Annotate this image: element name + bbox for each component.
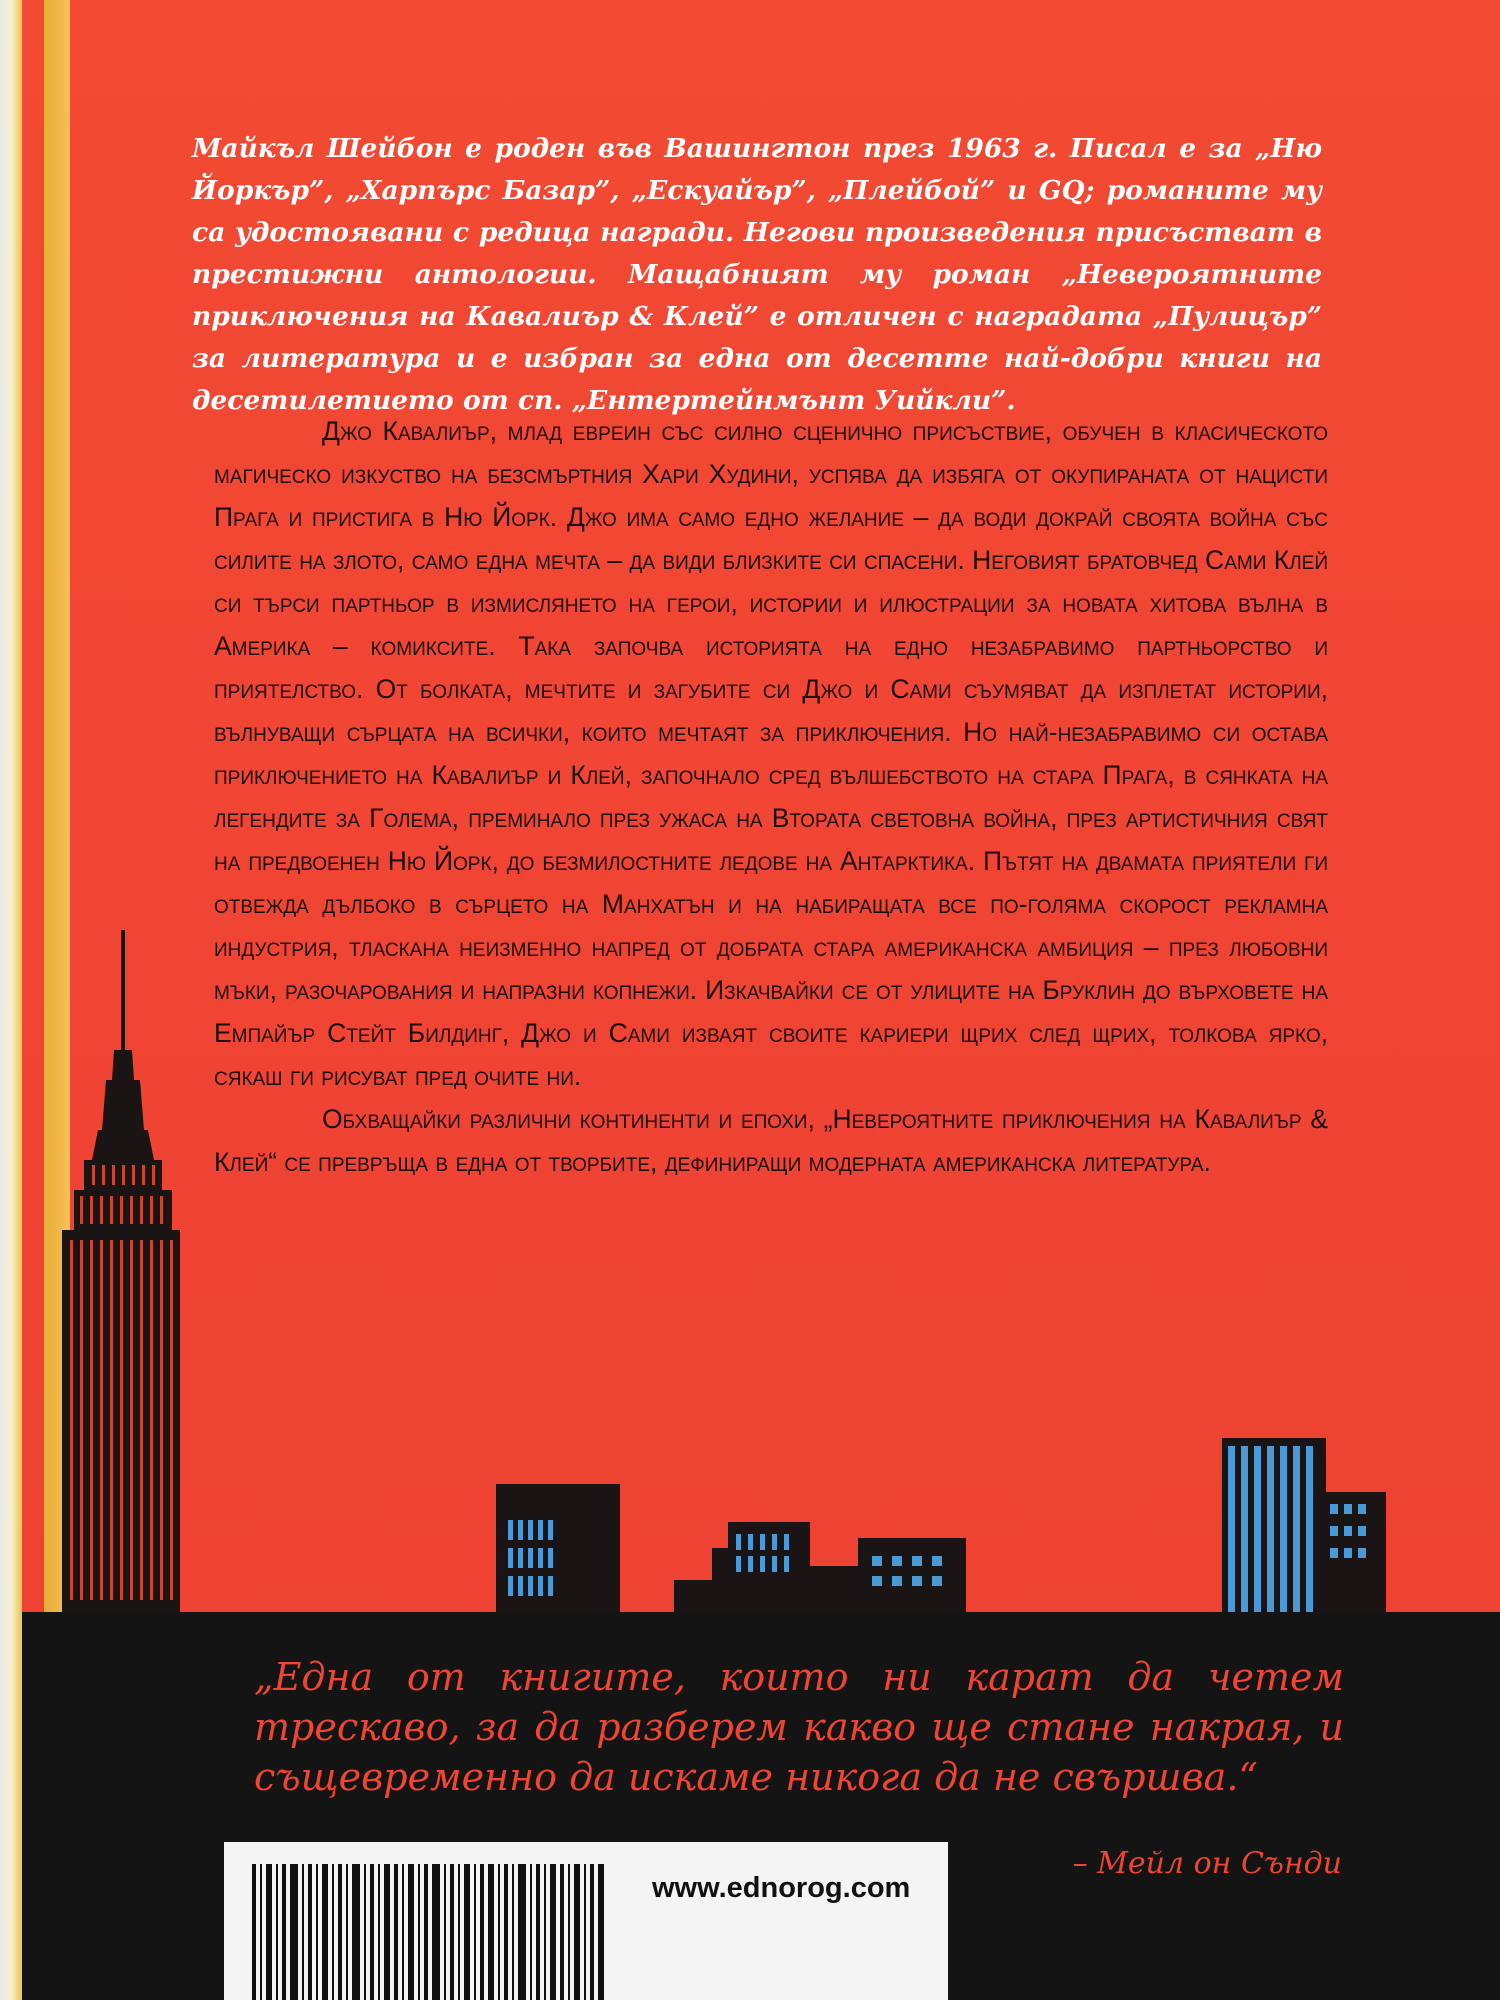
quote-source: – Мейл он Сънди <box>1072 1846 1342 1881</box>
review-quote: „Една от книгите, които ни карат да четем трескаво, за да разберем какво ще стане накрая, и същевременно да искаме никога да не свършва.“ <box>254 1655 1344 1799</box>
synopsis-paragraph-1: Джо Кавалиър, млад евреин със силно сценично присъствие, обучен в класическото магическо изкуство на безсмъртния Хари Худини, успява да избяга от окупираната от нацисти Прага и пристига в Ню Йорк. Джо има само едно желание – да води докрай своята война със силите на злото, само една мечта – да види близките си спасени. Неговият братовчед Сами Клей си търси партньор в измислянето на герои, истории и илюстрации за новата хитова вълна в Америка – комиксите. Така започва историята на едно незабравимо партньорство и приятелство. От болката, мечтите и загубите си Джо и Сами съумяват да изплетат истории, вълнуващи сърцата на всички, които мечтаят за приключения. Но най-незабравимо си остава приключението на Кавалиър и Клей, започнало сред вълшебството на стара Прага, в сянката на легендите за Голема, преминало през ужаса на Втората световна война, през артистичния свят на предвоенен Ню Йорк, до безмилостните ледове на Антарктика. Пътят на двамата приятели ги отвежда дълбоко в сърцето на Манхатън и на набиращата все по-голяма скорост рекламна индустрия, тласкана неизменно напред от добрата стара американска амбиция – през любовни мъки, разочарования и напразни копнежи. Изкачвайки се от улиците на Бруклин до върховете на Емпайър Стейт Билдинг, Джо и Сами изваят своите кариери щрих след щрих, толкова ярко, сякаш ги рисуват пред очите ни. <box>214 416 1328 1091</box>
barcode-panel <box>224 1842 948 2000</box>
back-cover <box>22 0 1500 2000</box>
publisher-website: www.ednorog.com <box>652 1872 911 1904</box>
page-edge <box>0 0 22 2000</box>
barcode-image <box>252 1864 612 2000</box>
synopsis-paragraph-2: Обхващайки различни континенти и епохи, „Невероятните приключения на Кавалиър & Клей“ се превръща в една от творбите, дефиниращи модерната американска литература. <box>214 1104 1328 1177</box>
author-bio: Майкъл Шейбон е роден във Вашингтон през 1963 г. Писал е за „Ню Йоркър”, „Харпърс Базар”, „Ескуайър”, „Плейбой” и GQ; романите му са удостоявани с редица награди. Негови произведения присъстват в престижни антологии. Мащабният му роман „Невероятните приключения на Кавалиър & Клей” е отличен с наградата „Пулицър” за литература и е избран за една от десетте най-добри книги на десетилетието от сп. „Ентертейнмънт Уийкли”. <box>192 133 1322 416</box>
